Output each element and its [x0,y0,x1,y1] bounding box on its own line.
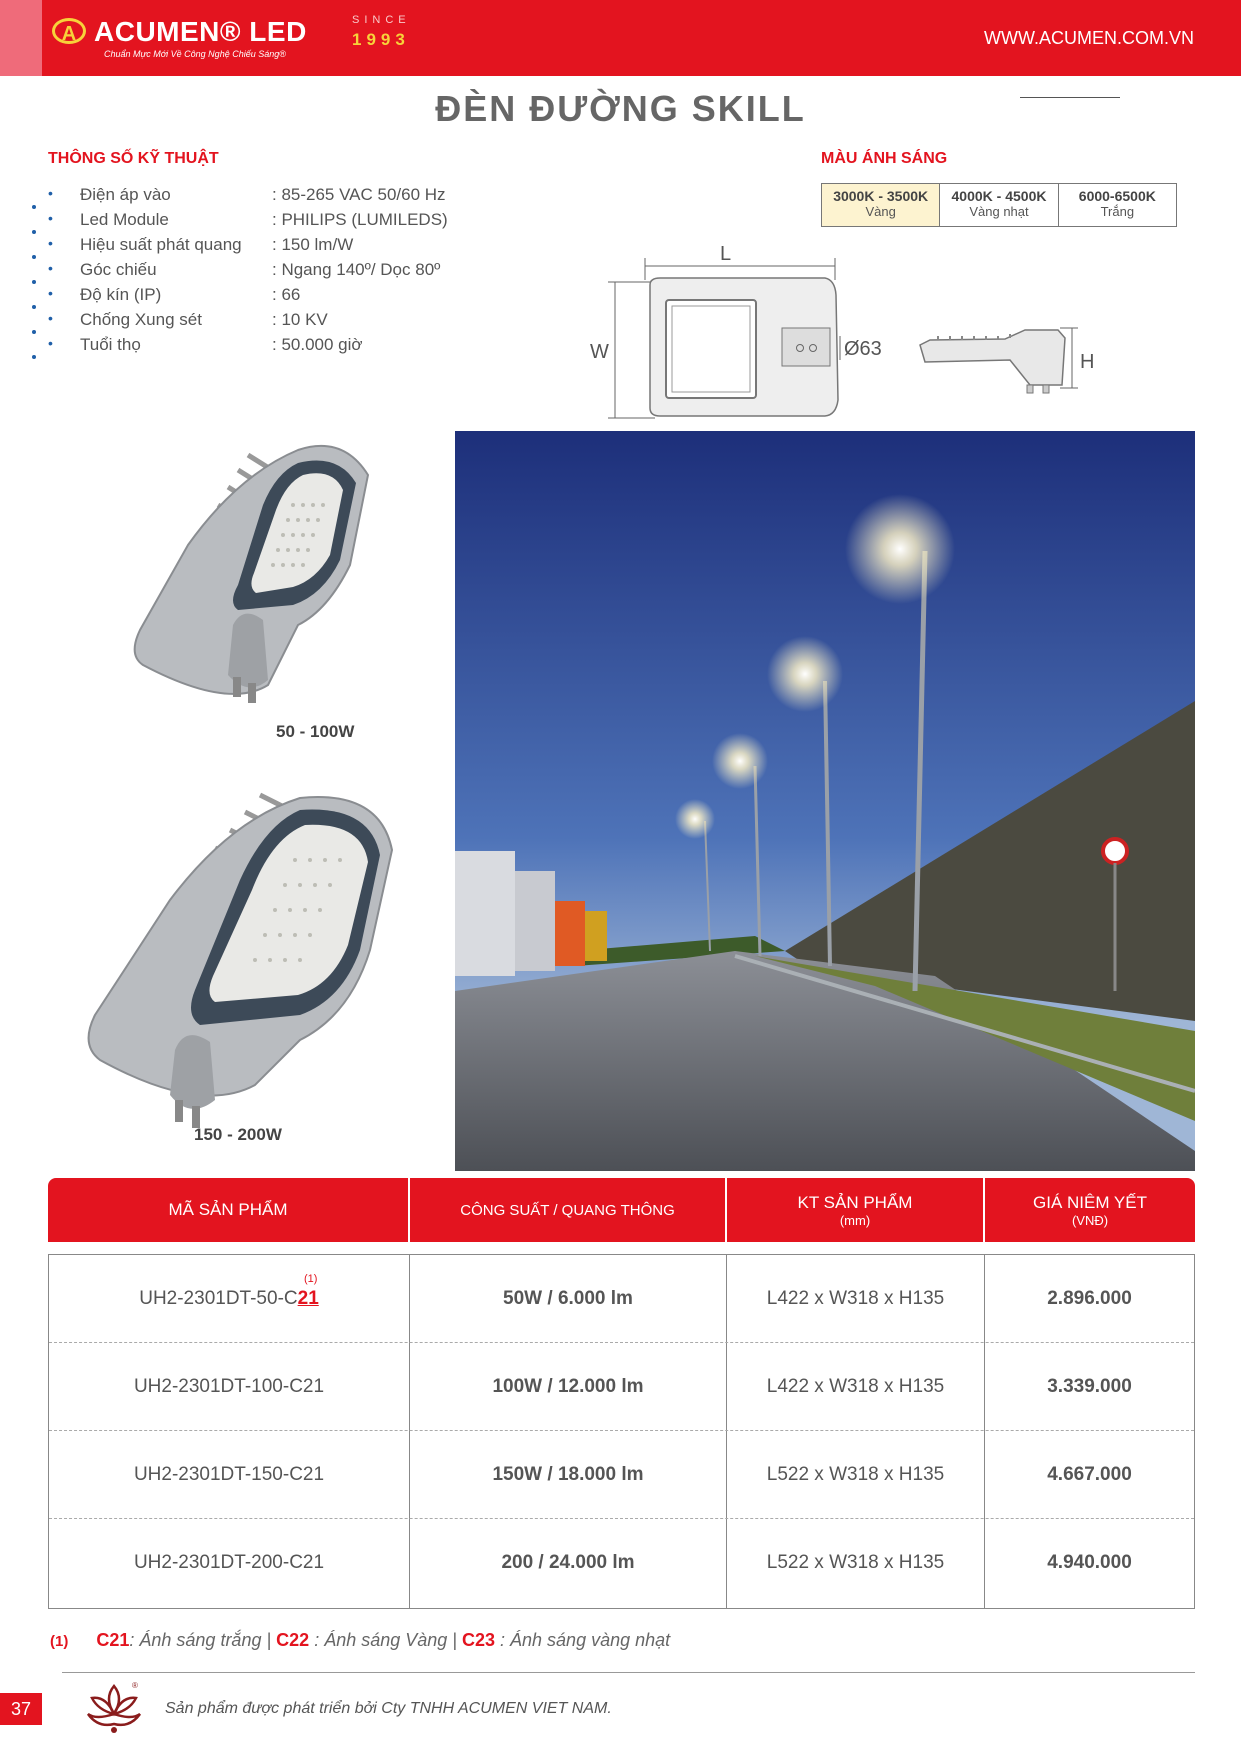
cell-code: UH2-2301DT-150-C21 [133,1464,325,1485]
spec-value: : PHILIPS (LUMILEDS) [272,210,448,229]
color-temp-kelvin: 4000K - 4500K [951,188,1047,204]
side-bolt [1027,385,1033,393]
bullet-icon: • [48,185,53,201]
footnote [50,1630,670,1651]
table-row [49,1255,1194,1343]
header-text: CÔNG SUẤT / QUANG THÔNG [460,1201,675,1219]
cell-price: 4.940.000 [1047,1552,1132,1573]
color-temp-option-warm [822,184,940,226]
code-suffix: 21 [297,1288,319,1309]
length-label: L [720,243,732,265]
table-body [48,1254,1195,1609]
side-bolt [1043,385,1049,393]
dimension-drawing [580,240,1160,430]
cell-power: 50W / 6.000 lm [503,1288,633,1309]
spec-row [48,285,488,310]
column-header-price [985,1178,1195,1242]
brand-name: ACUMEN® LED [94,16,307,47]
spec-value: : 150 lm/W [272,235,354,254]
header-text: GIÁ NIÊM YẾT [1033,1192,1147,1212]
page-title: ĐÈN ĐƯỜNG SKILL [435,88,806,129]
cell-price: 2.896.000 [1047,1288,1132,1309]
footnote-separator: | [261,1630,277,1650]
footnote-code-c21: C21 [96,1630,130,1650]
spec-value: : 85-265 VAC 50/60 Hz [272,185,446,204]
cell-power: 200 / 24.000 lm [501,1552,635,1573]
spec-heading: THÔNG SỐ KỸ THUẬT [48,150,219,167]
decorative-dot [32,280,36,284]
decorative-dot [32,230,36,234]
color-temp-kelvin: 3000K - 3500K [833,188,929,204]
street-lighting-photo [455,431,1195,1171]
cell-size: L422 x W318 x H135 [766,1288,945,1309]
table-row [49,1431,1194,1519]
spec-value: : 66 [272,285,301,304]
diameter-label: Ø63 [844,338,882,360]
footer-text: Sản phẩm được phát triển bởi Cty TNHH ACUMEN VIET NAM. [165,1700,612,1717]
lamp-mount-block [228,614,268,688]
cell-size: L522 x W318 x H135 [766,1552,945,1573]
spec-row [48,185,488,210]
table-row [49,1343,1194,1431]
footnote-text-c22: : Ánh sáng Vàng [309,1630,448,1650]
spec-value: : Ngang 140º/ Dọc 80º [272,260,441,279]
decorative-dot [32,305,36,309]
spec-value: : 10 KV [272,310,328,329]
bullet-icon: • [48,335,53,351]
brand-tagline: Chuẩn Mực Mới Về Công Nghệ Chiếu Sáng® [104,49,286,59]
decorative-dot [32,355,36,359]
table-header [48,1178,1195,1242]
color-temp-kelvin: 6000-6500K [1078,188,1156,204]
footnote-code-c23: C23 [461,1630,496,1650]
decorative-dot [32,205,36,209]
cell-code: UH2-2301DT-200-C21 [133,1552,325,1573]
spec-value: : 50.000 giờ [272,335,363,354]
spec-label: Điện áp vào [80,185,171,204]
cell-power: 150W / 18.000 lm [492,1464,644,1485]
footnote-text-c21: : Ánh sáng trắng [129,1630,262,1650]
color-temp-name: Vàng nhạt [969,204,1029,219]
spec-label: Góc chiếu [80,260,157,279]
spec-row [48,210,488,235]
cell-price: 4.667.000 [1047,1464,1132,1485]
color-temp-option-cool [1059,184,1176,226]
spec-label: Chống Xung sét [80,310,202,329]
product-image-small [128,435,418,745]
column-header-size [727,1178,983,1242]
lamp-bolt [175,1100,183,1122]
column-header-power [410,1178,725,1242]
lamp-led-panel [666,300,756,398]
width-label: W [590,341,609,363]
lamp-light [712,733,768,789]
color-temperature-table [821,183,1177,227]
color-temp-name: Vàng [865,204,896,219]
cell-price: 3.339.000 [1047,1376,1132,1397]
lotus-logo-icon [84,1680,144,1736]
cell-size: L422 x W318 x H135 [766,1376,945,1397]
bullet-icon: • [48,235,53,251]
spec-row [48,310,488,335]
title-divider [1020,97,1120,98]
decorative-dot [32,255,36,259]
product-image-large [80,790,410,1150]
page-number: 37 [0,1693,42,1725]
lamp-mount [782,328,830,366]
road-sign [1103,839,1127,863]
column-header-code [48,1178,408,1242]
spec-label: Độ kín (IP) [80,285,162,304]
bullet-icon: • [48,310,53,326]
color-temp-option-neutral [940,184,1058,226]
cell-power: 100W / 12.000 lm [492,1376,644,1397]
decorative-dot [32,330,36,334]
spec-row [48,260,488,285]
cell-size: L522 x W318 x H135 [766,1464,945,1485]
footnote-mark: (1) [50,1633,69,1650]
code-prefix: UH2-2301DT-50-C [139,1288,298,1309]
color-temp-name: Trắng [1100,204,1135,219]
bullet-icon: • [48,285,53,301]
product-caption: 150 - 200W [194,1125,282,1144]
lamp-light [767,636,843,712]
header-subtext: (VNĐ) [1071,1212,1109,1228]
lamp-bolt [233,677,241,697]
lamp-light [845,494,955,604]
brand-logo[interactable] [42,6,322,68]
spec-label: Led Module [80,210,169,229]
bullet-icon: • [48,210,53,226]
header-subtext: (mm) [839,1212,871,1228]
spec-row [48,235,488,260]
truck [555,901,585,966]
logo-mark-icon: A [52,18,86,44]
table-row [49,1519,1194,1607]
height-label: H [1080,351,1095,373]
bullet-icon: • [48,260,53,276]
spec-label: Tuổi thọ [80,335,141,354]
lamp-bolt [248,683,256,703]
svg-text:®: ® [132,1681,138,1690]
truck [585,911,607,961]
product-caption: 50 - 100W [276,722,355,741]
website-link[interactable]: WWW.ACUMEN.COM.VN [984,28,1194,48]
since-year: 1993 [352,30,410,49]
cell-code [49,1255,409,1343]
truck [455,851,515,976]
lamp-light [675,799,715,839]
header-text: KT SẢN PHẨM [797,1192,913,1212]
footnote-marker: (1) [304,1273,318,1285]
spec-row [48,335,488,360]
footnote-code-c22: C22 [276,1630,310,1650]
footnote-separator: | [447,1630,462,1650]
spec-label: Hiệu suất phát quang [80,235,242,254]
header-text: MÃ SẢN PHẨM [168,1200,288,1219]
lamp-side-view [920,330,1065,385]
footnote-text-c23: : Ánh sáng vàng nhạt [495,1630,671,1650]
light-color-heading: MÀU ÁNH SÁNG [821,150,948,167]
footer-divider [62,1672,1195,1673]
truck [515,871,555,971]
cell-code: UH2-2301DT-100-C21 [133,1376,325,1397]
since-label: SINCE [352,14,411,26]
lamp-mount-block [170,1035,215,1109]
header-accent-strip [0,0,42,76]
